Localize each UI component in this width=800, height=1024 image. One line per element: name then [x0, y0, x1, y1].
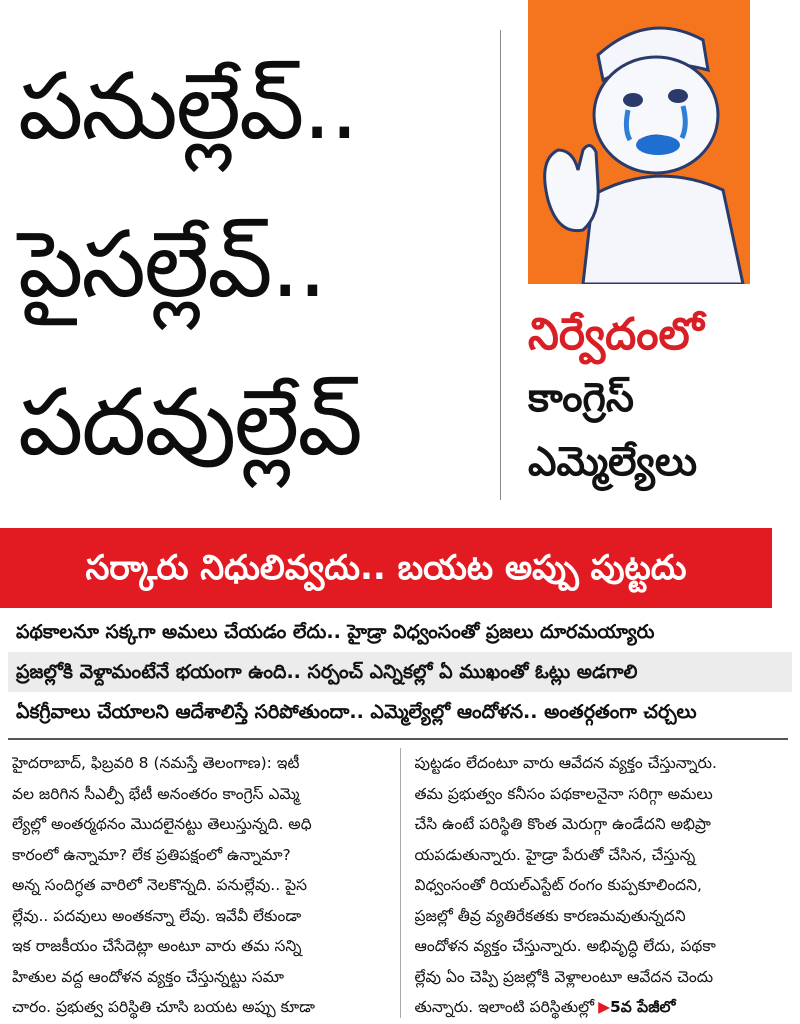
body-line: ప్రజల్లో తీవ్ర వ్యతిరేకతకు కారణమవుతున్నదని — [414, 906, 686, 925]
jump-label: 5వ పేజీలో — [609, 998, 676, 1016]
body-line: విధ్వంసంతో రియల్‌ఎస్టేట్ రంగం కుప్పకూలిందని, — [414, 876, 702, 894]
headline — [18, 28, 488, 502]
body-line: ఆందోళన వ్యక్తం చేస్తున్నారు. అభివృద్ధి లేదు, పథకా — [414, 937, 716, 955]
body-line: హైదరాబాద్, ఫిబ్రవరి 8 (నమస్తే తెలంగాణ): ఇటీ — [12, 754, 300, 772]
article-body — [12, 748, 788, 1018]
headline-line-2: పైసల్లేవ్.. — [18, 211, 326, 318]
kicker-line-2: కాంగ్రెస్ — [528, 375, 634, 421]
body-line: వల జరిగిన సీఎల్పీ భేటీ అనంతరం కాంగ్రెస్ ఎమ్మె — [12, 784, 300, 803]
body-line: ల్లేవు.. పదవులు అంతకన్నా లేవు. ఇవేవీ లేకుండా — [12, 906, 302, 925]
deck-lines — [8, 612, 792, 732]
subheadline-banner: సర్కారు నిధులివ్వదు.. బయట అప్పు పుట్టదు — [0, 528, 772, 608]
deck-line-1: పథకాలనూ సక్కగా అమలు చేయడం లేదు.. హైడ్రా విధ్వంసంతో ప్రజలు దూరమయ్యారు — [8, 612, 792, 652]
deck-line-3: ఏకగ్రీవాలు చేయాలని ఆదేశాలిస్తే సరిపోతుందా.. ఎమ్మెల్యేల్లో ఆందోళన.. అంతర్గతంగా చర్చలు — [8, 692, 792, 732]
body-line: తమ ప్రభుత్వం కనీసం పథకాలనైనా సరిగ్గా అమలు — [414, 784, 713, 803]
body-line: ల్యేల్లో అంతర్మథనం మొదలైనట్టు తెలుస్తున్నది. అధి — [12, 815, 312, 833]
body-line: పుట్టడం లేదంటూ వారు ఆవేదన వ్యక్తం చేస్తున్నారు. — [414, 754, 717, 772]
kicker-line-3: ఎమ్మెల్యేలు — [528, 439, 698, 485]
crying-politician-cartoon — [528, 0, 750, 284]
headline-line-3: పదవుల్లేవ్ — [18, 369, 361, 476]
body-line: హితుల వద్ద ఆందోళన వ్యక్తం చేస్తున్నట్టు సమా — [12, 967, 285, 986]
kicker — [528, 304, 788, 494]
body-line: చేసి ఉంటే పరిస్థితి కొంత మెరుగ్గా ఉండేదని అభిప్రా — [414, 815, 711, 833]
body-line-text: తున్నారు. ఇలాంటి పరిస్థితుల్లో — [414, 998, 595, 1016]
headline-line-1: పనుల్లేవ్.. — [18, 53, 357, 160]
body-line: యపడుతున్నారు. హైడ్రా పేరుతో చేసిన, చేస్తున్న — [414, 845, 696, 864]
deck-line-2: ప్రజల్లోకి వెళ్దామంటేనే భయంగా ఉంది.. సర్పంచ్ ఎన్నికల్లో ఏ ముఖంతో ఓట్లు అడగాలి — [8, 652, 792, 692]
column-rule — [400, 748, 401, 1018]
article-column-left — [12, 748, 386, 1018]
body-line: ల్లేవు ఏం చెప్పి ప్రజల్లోకి వెళ్లాలంటూ ఆవేదన చెందు — [414, 967, 714, 986]
column-divider — [500, 30, 501, 500]
body-line-last — [415, 992, 789, 1023]
article-column-right — [415, 748, 789, 1018]
body-line: చారం. ప్రభుత్వ పరిస్థితి చూసి బయట అప్పు కూడా — [12, 998, 315, 1016]
continued-page-link[interactable] — [594, 992, 675, 1023]
kicker-line-1: నిర్వేదంలో — [528, 309, 704, 360]
body-line: కారంలో ఉన్నామా? లేక ప్రతిపక్షంలో ఉన్నామా? — [12, 845, 291, 864]
section-divider — [8, 738, 788, 740]
body-line: అన్న సందిగ్ధత వారిలో నెలకొన్నది. పనుల్లేవు.. పైస — [12, 876, 307, 894]
cartoon-illustration — [528, 0, 750, 284]
arrow-icon: ▶ — [598, 998, 610, 1016]
body-line: ఇక రాజకీయం చేసేదెట్లా అంటూ వారు తమ సన్ని — [12, 937, 302, 955]
